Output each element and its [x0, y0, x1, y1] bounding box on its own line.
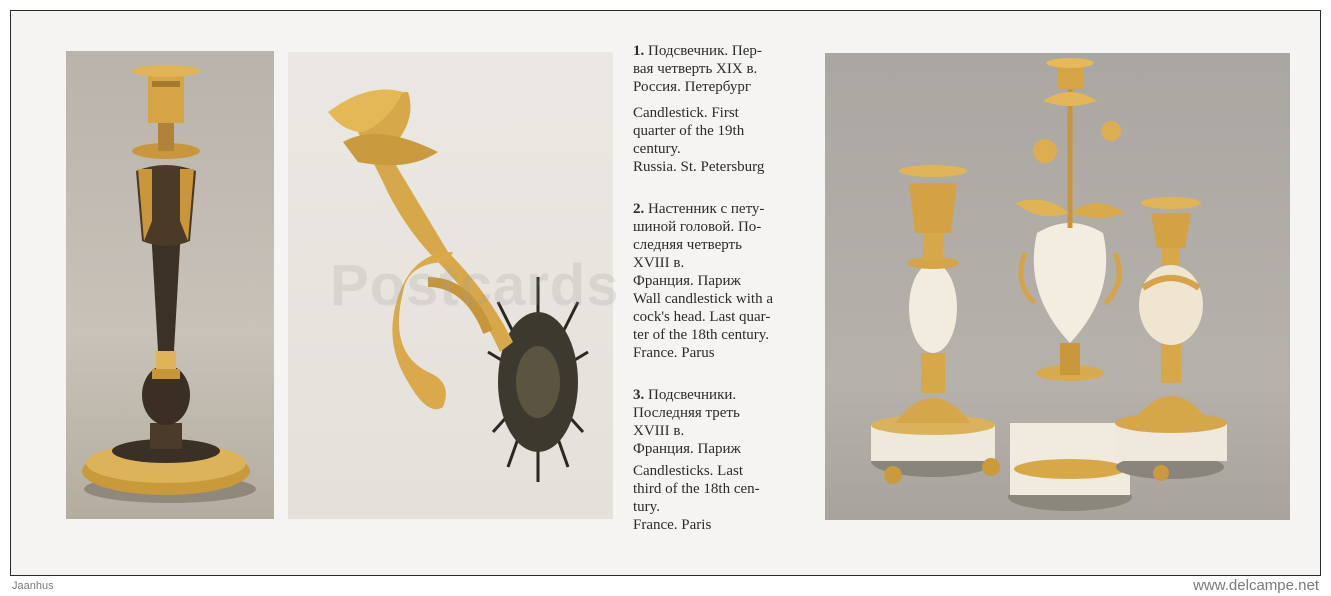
item-2-en-line: France. Parus [633, 345, 715, 361]
item-3-en-line: France. Paris [633, 517, 712, 533]
item-3-ru-line: Подсвечники. [648, 387, 737, 403]
item-2-number: 2. [633, 201, 645, 217]
item-1-ru-line: Подсвечник. Пер- [648, 43, 762, 59]
item-2-ru-line: XVIII в. [633, 255, 685, 271]
item-1-en-line: Russia. St. Petersburg [633, 159, 765, 175]
item-2-ru-line: Франция. Париж [633, 273, 741, 289]
item-3-russian [633, 386, 805, 458]
item-3-ru-line: Франция. Париж [633, 441, 741, 457]
item-2-ru-line: шиной головой. По- [633, 219, 762, 235]
site-url[interactable]: www.delcampe.net [1193, 577, 1319, 594]
item-2-en-line: cock's head. Last quar- [633, 309, 771, 325]
item-3-english [633, 462, 805, 534]
item-2-ru-line: следняя четверть [633, 237, 742, 253]
item-1-en-line: century. [633, 141, 681, 157]
item-3-ru-line: Последняя треть [633, 405, 740, 421]
item-3-en-line: tury. [633, 499, 660, 515]
item-3-en-line: third of the 18th cen- [633, 481, 760, 497]
item-1-english [633, 104, 805, 176]
item-3-number: 3. [633, 387, 645, 403]
item-2-russian [633, 200, 805, 290]
candlestick-photo-1 [66, 51, 274, 519]
item-1-number: 1. [633, 43, 645, 59]
item-3-ru-line: XVIII в. [633, 423, 685, 439]
seller-name: Jaanhus [12, 580, 54, 592]
item-1-ru-line: Россия. Петербург [633, 79, 752, 95]
item-2-en-line: Wall candlestick with a [633, 291, 773, 307]
watermark: Postcards [330, 253, 620, 318]
caption-column [633, 42, 805, 542]
item-1-en-line: quarter of the 19th [633, 123, 745, 139]
item-2-english [633, 290, 805, 362]
item-2-en-line: ter of the 18th century. [633, 327, 770, 343]
item-2-ru-line: Настенник с пету- [648, 201, 765, 217]
item-1-russian [633, 42, 805, 96]
item-1-en-line: Candlestick. First [633, 105, 739, 121]
item-1-ru-line: вая четверть XIX в. [633, 61, 758, 77]
candlesticks-photo-3 [825, 53, 1290, 520]
item-3-en-line: Candlesticks. Last [633, 463, 743, 479]
